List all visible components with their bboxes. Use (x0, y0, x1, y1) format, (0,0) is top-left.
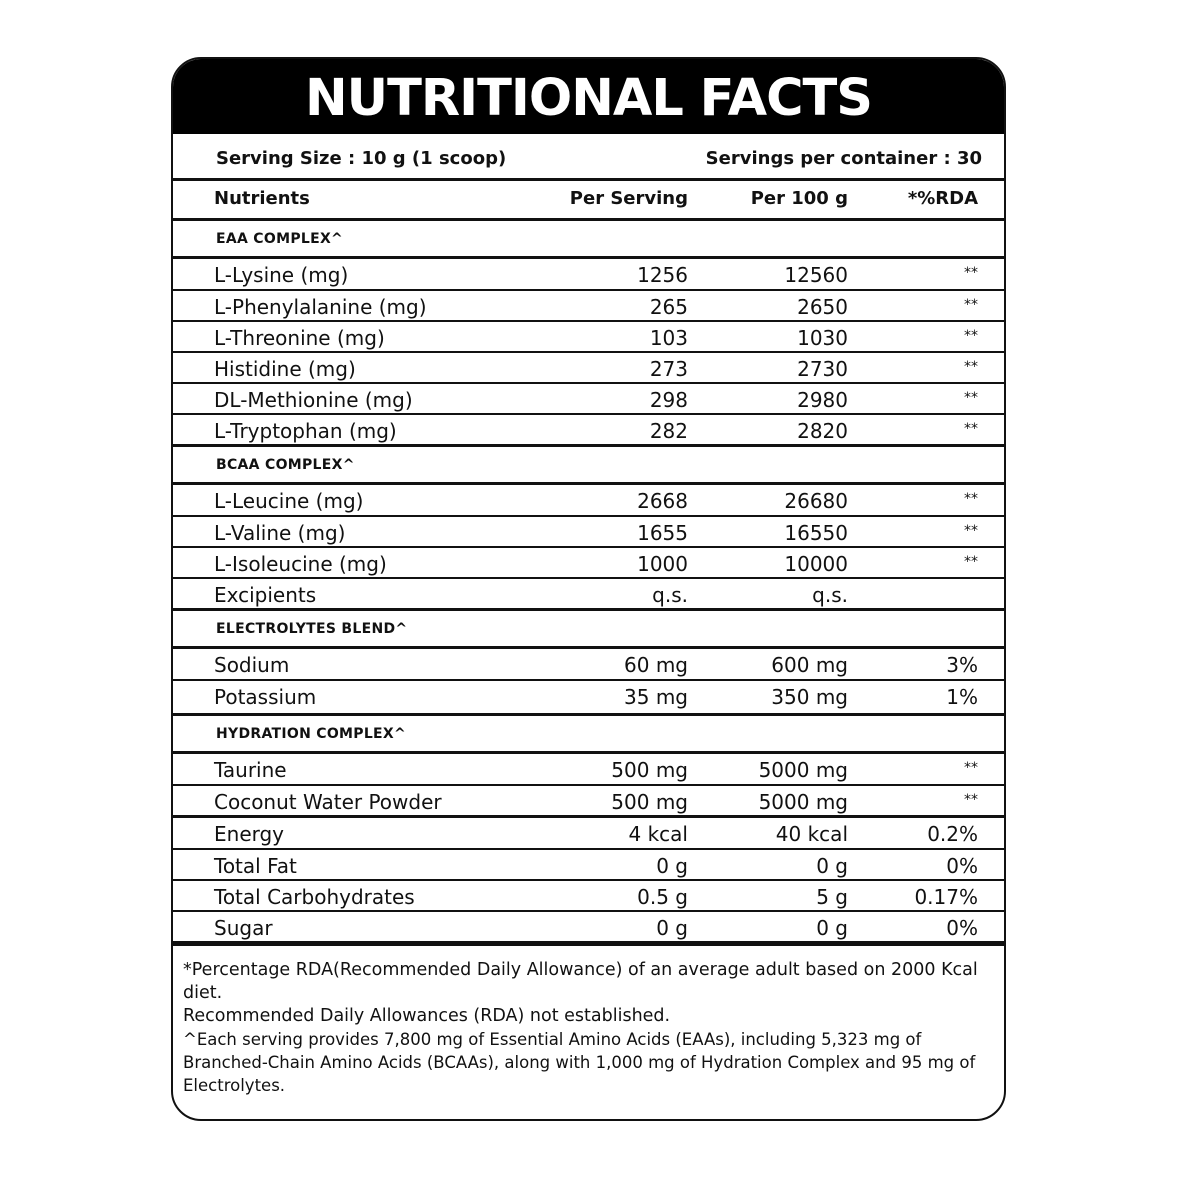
per-100g-value: 0 g (816, 916, 848, 940)
section-title: ELECTROLYTES BLEND^ (216, 621, 408, 637)
footnotes (183, 959, 993, 1097)
table-row (173, 579, 1004, 611)
rda-value: ** (964, 554, 978, 570)
table-row (173, 754, 1004, 786)
rda-value: 0% (946, 854, 978, 878)
nutrient-table (173, 181, 1004, 946)
page-title: NUTRITIONAL FACTS (173, 59, 1004, 134)
section-header (173, 447, 1004, 485)
footnote-rda: *Percentage RDA(Recommended Daily Allowance) of an average adult based on 2000 Kcal diet. (183, 960, 978, 1003)
table-row (173, 850, 1004, 881)
nutrient-name: DL-Methionine (mg) (214, 388, 413, 412)
per-100g-value: 600 mg (771, 653, 848, 677)
nutrient-name: Coconut Water Powder (214, 790, 442, 814)
per-100g-value: 5000 mg (758, 758, 848, 782)
table-row (173, 818, 1004, 850)
column-header-per-100g: Per 100 g (750, 188, 848, 209)
table-row (173, 415, 1004, 447)
table-row (173, 259, 1004, 291)
rda-value: ** (964, 491, 978, 507)
nutrient-name: Total Fat (214, 854, 297, 878)
rda-value: ** (964, 297, 978, 313)
per-serving-value: 60 mg (624, 653, 688, 677)
per-100g-value: 5000 mg (758, 790, 848, 814)
serving-info (173, 134, 1004, 181)
per-100g-value: 1030 (797, 326, 848, 350)
per-serving-value: 282 (649, 419, 688, 443)
per-serving-value: 500 mg (611, 758, 688, 782)
nutrient-name: L-Leucine (mg) (214, 489, 364, 513)
nutrient-name: Histidine (mg) (214, 357, 356, 381)
per-serving-value: 1256 (637, 263, 688, 287)
rda-value: ** (964, 265, 978, 281)
per-serving-value: 500 mg (611, 790, 688, 814)
table-row (173, 912, 1004, 946)
nutrient-name: L-Valine (mg) (214, 521, 346, 545)
nutrient-name: L-Tryptophan (mg) (214, 419, 397, 443)
table-row (173, 681, 1004, 716)
nutrient-name: L-Phenylalanine (mg) (214, 295, 427, 319)
per-100g-value: q.s. (812, 583, 848, 607)
per-100g-value: 26680 (784, 489, 848, 513)
section-header (173, 221, 1004, 259)
rda-value: 0.2% (927, 822, 978, 846)
rda-value: ** (964, 421, 978, 437)
section-header (173, 716, 1004, 754)
per-100g-value: 10000 (784, 552, 848, 576)
nutrient-name: Potassium (214, 685, 317, 709)
table-row (173, 548, 1004, 579)
per-serving-value: 0 g (656, 854, 688, 878)
per-serving-value: 298 (649, 388, 688, 412)
per-100g-value: 16550 (784, 521, 848, 545)
nutrition-facts-panel (171, 57, 1006, 1121)
per-100g-value: 40 kcal (775, 822, 848, 846)
nutrient-name: Sugar (214, 916, 273, 940)
rda-value: ** (964, 359, 978, 375)
table-row (173, 881, 1004, 912)
section-title: HYDRATION COMPLEX^ (216, 726, 407, 742)
rda-value: 3% (946, 653, 978, 677)
table-row (173, 353, 1004, 384)
nutrient-name: L-Lysine (mg) (214, 263, 349, 287)
rda-value: ** (964, 328, 978, 344)
column-header-row (173, 181, 1004, 221)
per-serving-value: 0.5 g (637, 885, 688, 909)
per-100g-value: 12560 (784, 263, 848, 287)
table-row (173, 649, 1004, 681)
per-100g-value: 2730 (797, 357, 848, 381)
per-serving-value: 4 kcal (628, 822, 688, 846)
rda-value: ** (964, 390, 978, 406)
servings-per-container: Servings per container : 30 (705, 148, 982, 169)
section-title: BCAA COMPLEX^ (216, 457, 355, 473)
nutrient-name: L-Threonine (mg) (214, 326, 385, 350)
table-row (173, 384, 1004, 415)
nutrient-name: Sodium (214, 653, 290, 677)
rda-value: ** (964, 523, 978, 539)
per-100g-value: 5 g (816, 885, 848, 909)
nutrient-name: Total Carbohydrates (214, 885, 415, 909)
per-100g-value: 0 g (816, 854, 848, 878)
per-serving-value: 265 (649, 295, 688, 319)
per-serving-value: 1655 (637, 521, 688, 545)
nutrient-name: Taurine (214, 758, 287, 782)
per-serving-value: 2668 (637, 489, 688, 513)
per-serving-value: 1000 (637, 552, 688, 576)
nutrient-name: L-Isoleucine (mg) (214, 552, 387, 576)
serving-size: Serving Size : 10 g (1 scoop) (216, 148, 507, 169)
per-100g-value: 350 mg (771, 685, 848, 709)
nutrient-name: Excipients (214, 583, 317, 607)
nutrient-name: Energy (214, 822, 285, 846)
per-100g-value: 2650 (797, 295, 848, 319)
rda-value: ** (964, 792, 978, 808)
table-row (173, 786, 1004, 818)
table-row (173, 485, 1004, 517)
per-serving-value: 35 mg (624, 685, 688, 709)
per-100g-value: 2980 (797, 388, 848, 412)
section-title: EAA COMPLEX^ (216, 231, 344, 247)
rda-value: 0% (946, 916, 978, 940)
footnote-not-established: Recommended Daily Allowances (RDA) not established. (183, 1006, 671, 1026)
per-100g-value: 2820 (797, 419, 848, 443)
per-serving-value: 0 g (656, 916, 688, 940)
section-header (173, 611, 1004, 649)
rda-value: 1% (946, 685, 978, 709)
table-row (173, 322, 1004, 353)
per-serving-value: 273 (649, 357, 688, 381)
column-header-per-serving: Per Serving (569, 188, 688, 209)
per-serving-value: q.s. (652, 583, 688, 607)
column-header-nutrients: Nutrients (214, 188, 310, 209)
rda-value: ** (964, 760, 978, 776)
footnote-caret: ^Each serving provides 7,800 mg of Essential Amino Acids (EAAs), including 5,323 mg of Branched-Chain Amino Acids (BCAAs), along with 1,000 mg of Hydration Complex and 95 mg of Electrolytes. (183, 1030, 976, 1095)
table-row (173, 291, 1004, 322)
column-header-rda: *%RDA (907, 188, 978, 209)
rda-value: 0.17% (914, 885, 978, 909)
table-row (173, 517, 1004, 548)
per-serving-value: 103 (649, 326, 688, 350)
